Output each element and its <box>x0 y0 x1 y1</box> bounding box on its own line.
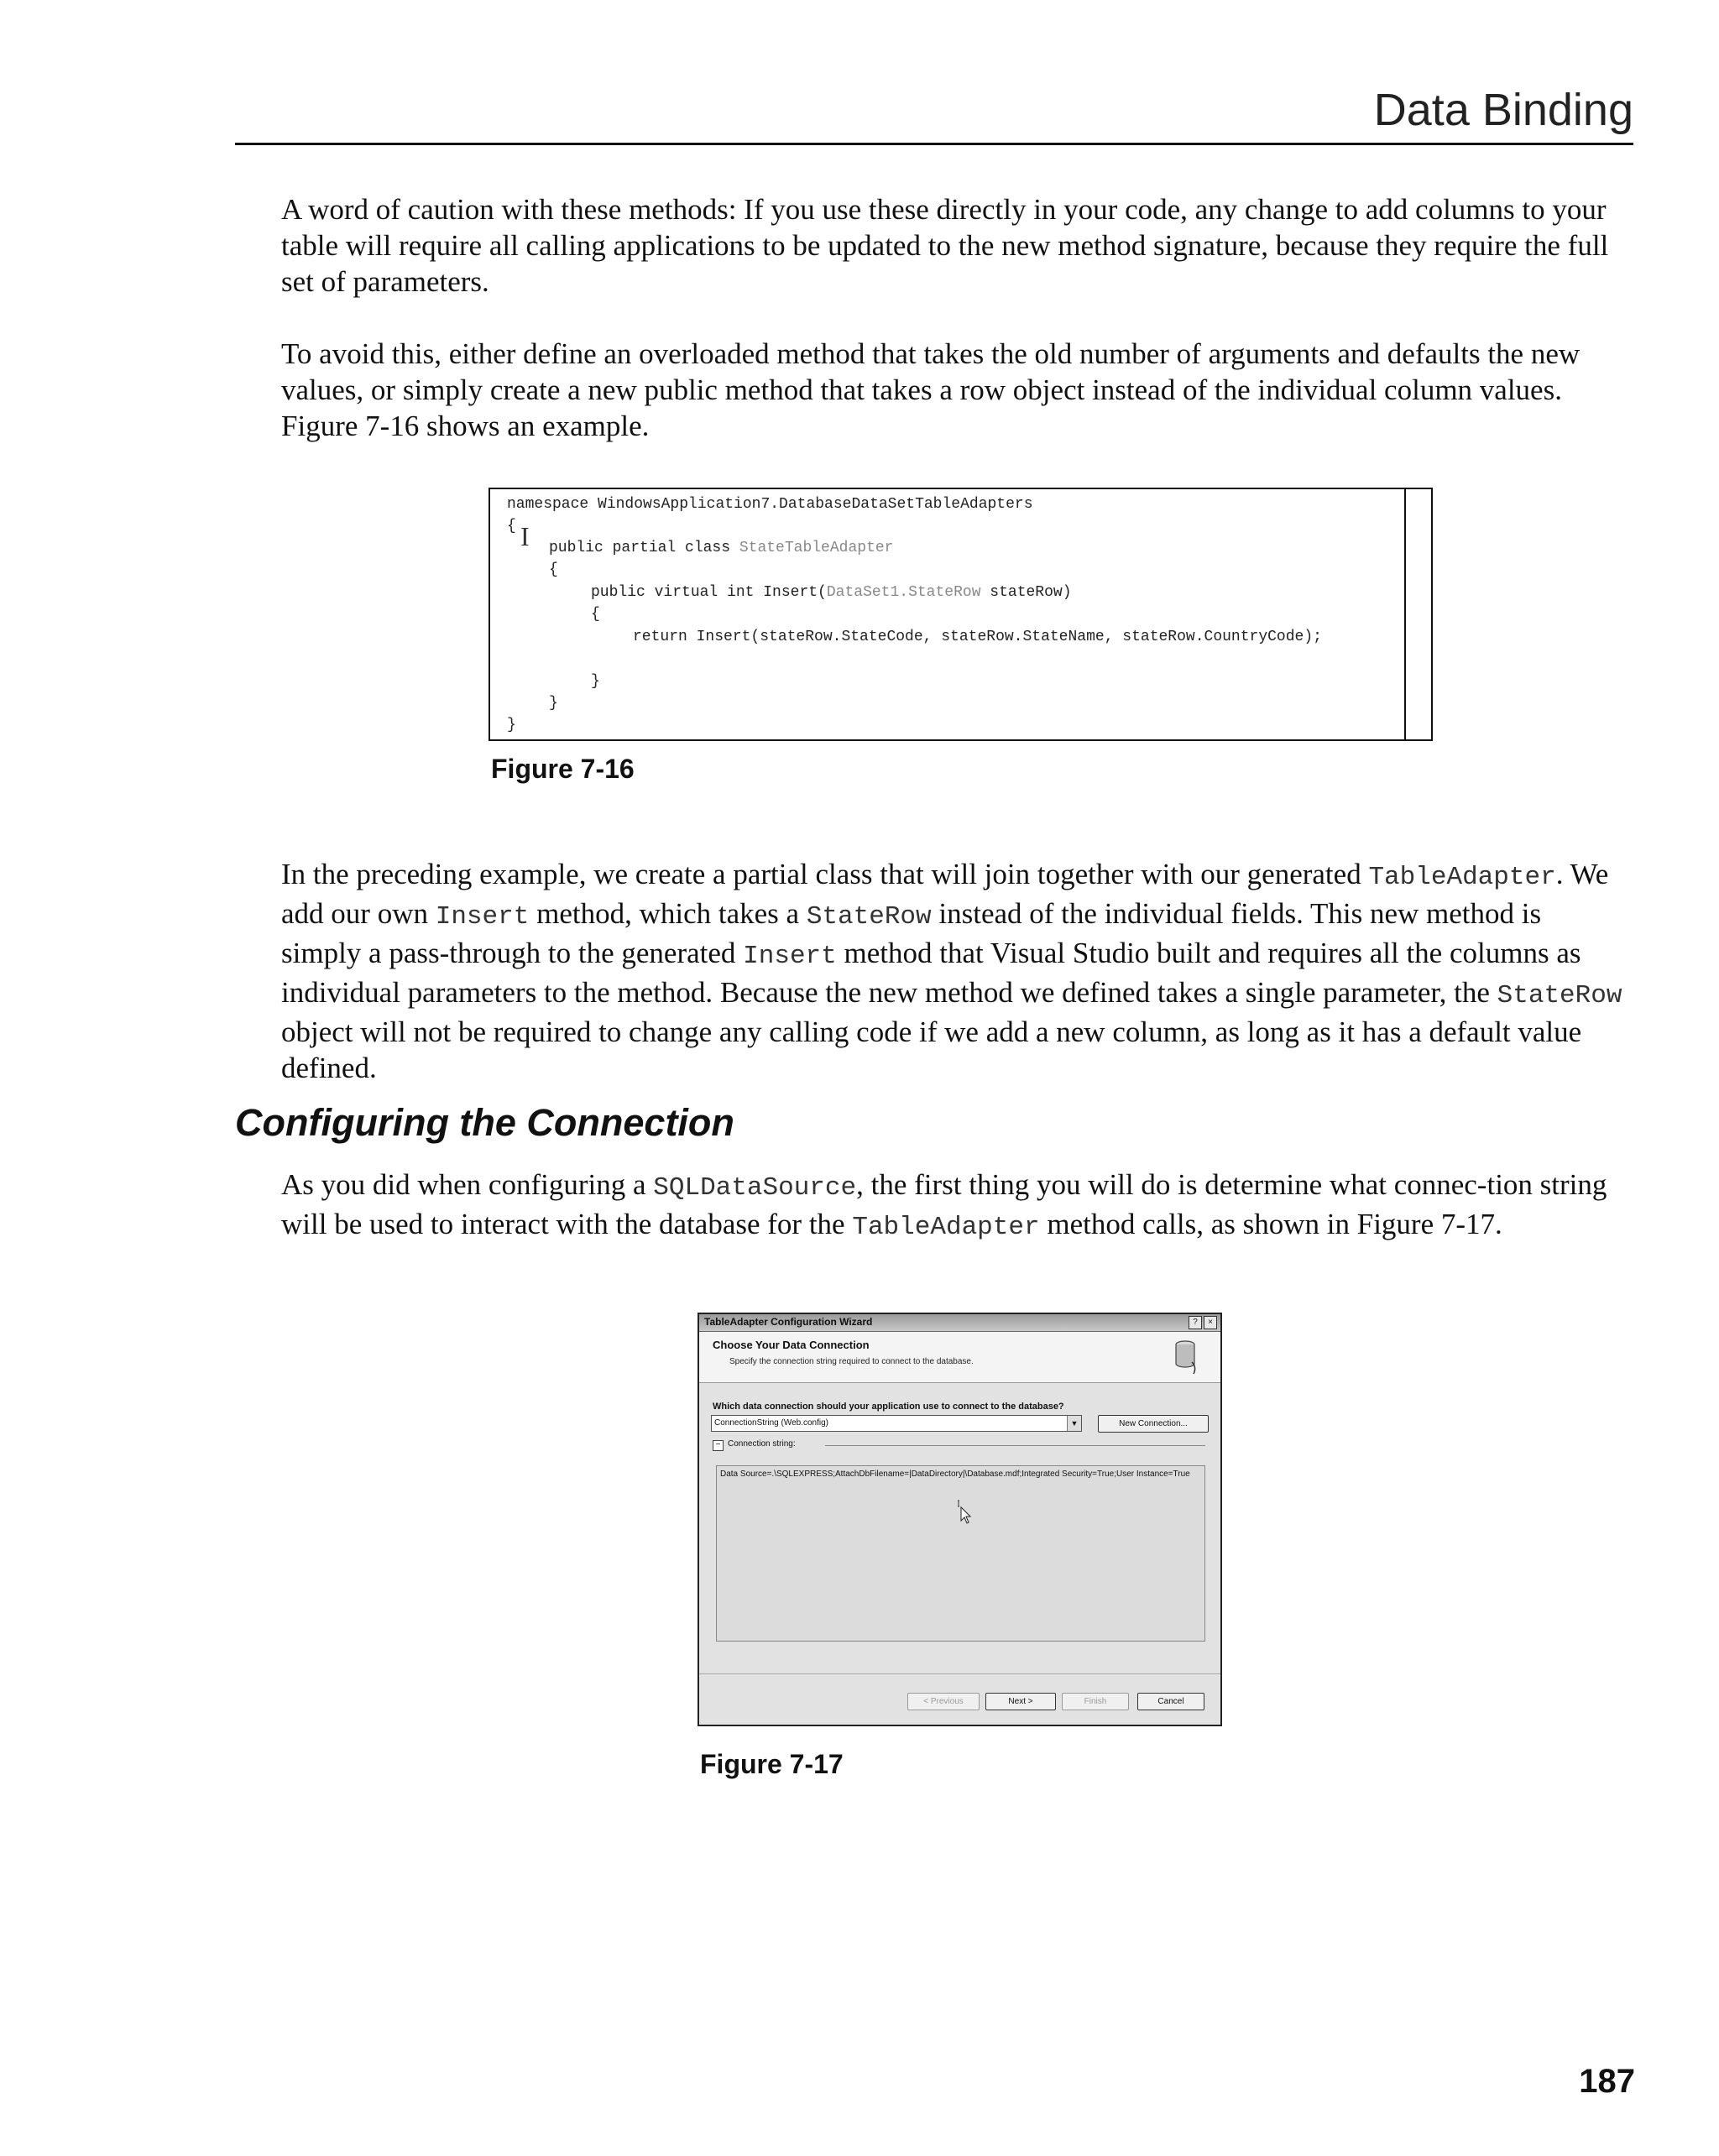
paragraph-connection: As you did when configuring a SQLDataSource, the first thing you will do is determine what connec-tion string will be used to interact with the database for the TableAdapter method calls, as shown in Figure 7-17. <box>281 1168 1607 1242</box>
paragraph-overload: To avoid this, either define an overloaded method that takes the old number of arguments and defaults the new values, or simply create a new public method that takes a row object instead of the individual column values. Figure 7-16 shows an example. <box>281 337 1581 442</box>
header-rule <box>235 143 1633 145</box>
paragraph-caution: A word of caution with these methods: If you use these directly in your code, any change to add columns to your table will require all calling applications to be updated to the new method signature, because they require the full set of parameters. <box>281 193 1609 298</box>
database-icon <box>1173 1339 1199 1376</box>
finish-button[interactable]: Finish <box>1062 1693 1129 1710</box>
section-heading: Configuring the Connection <box>235 1101 734 1144</box>
mouse-pointer-icon <box>958 1499 971 1524</box>
chevron-down-icon[interactable]: ▼ <box>1067 1416 1081 1431</box>
code-line-1: namespace WindowsApplication7.DatabaseDataSetTableAdapters <box>507 496 1033 513</box>
dialog-subheading: Specify the connection string required to connect to the database. <box>729 1357 974 1366</box>
code-line-4: { <box>549 561 558 578</box>
close-icon[interactable]: × <box>1204 1316 1217 1329</box>
previous-button[interactable]: < Previous <box>907 1693 980 1710</box>
code-line-9: } <box>549 695 558 712</box>
code-line-3: public partial class StateTableAdapter <box>549 540 894 556</box>
code-line-10: } <box>507 717 516 733</box>
code-scrollbar-divider <box>1404 489 1406 739</box>
dialog-footer-rule <box>699 1673 1220 1674</box>
wizard-dialog <box>698 1313 1222 1726</box>
code-line-5: public virtual int Insert(DataSet1.StateRow stateRow) <box>591 584 1072 601</box>
paragraph-preceding-example: In the preceding example, we create a partial class that will join together with our generated TableAdapter. We add our own Insert method, which takes a StateRow instead of the individual fields. This new method is simply a pass-through to the generated Insert method that Visual Studio built and requires all the columns as individual parameters to the method. Because the new method we defined takes a single parameter, the StateRow object will not be required to change any calling code if we add a new column, as long as it has a default value defined. <box>281 858 1622 1084</box>
figure-caption-7-16: Figure 7-16 <box>491 754 635 784</box>
connection-string-label: Connection string: <box>728 1439 796 1449</box>
connection-dropdown[interactable] <box>711 1415 1082 1432</box>
code-line-7: return Insert(stateRow.StateCode, stateRow.StateName, stateRow.CountryCode); <box>633 629 1322 645</box>
dialog-titlebar[interactable] <box>699 1314 1220 1332</box>
connection-question: Which data connection should your application use to connect to the database? <box>713 1402 1064 1412</box>
connection-string-text[interactable]: Data Source=.\SQLEXPRESS;AttachDbFilename=|DataDirectory|\Database.mdf;Integrated Security=True;User Instance=True <box>716 1465 1205 1642</box>
help-icon[interactable]: ? <box>1189 1316 1202 1329</box>
dialog-title: TableAdapter Configuration Wizard <box>704 1316 873 1328</box>
code-line-2: { <box>507 518 516 535</box>
dialog-banner <box>699 1332 1220 1383</box>
connection-string-rule <box>825 1445 1205 1446</box>
cancel-button[interactable]: Cancel <box>1137 1693 1204 1710</box>
text-cursor-icon: I <box>520 521 530 551</box>
running-header-title: Data Binding <box>1373 85 1633 135</box>
next-button[interactable]: Next > <box>985 1693 1056 1710</box>
code-line-8: } <box>591 673 600 690</box>
collapse-icon[interactable]: − <box>713 1440 724 1451</box>
page-number: 187 <box>1579 2063 1635 2100</box>
code-line-6: { <box>591 606 600 623</box>
connection-dropdown-value: ConnectionString (Web.config) <box>714 1418 828 1428</box>
dialog-heading: Choose Your Data Connection <box>713 1339 870 1351</box>
code-listing <box>489 488 1433 741</box>
new-connection-button[interactable]: New Connection... <box>1098 1415 1209 1433</box>
figure-caption-7-17: Figure 7-17 <box>700 1749 844 1779</box>
